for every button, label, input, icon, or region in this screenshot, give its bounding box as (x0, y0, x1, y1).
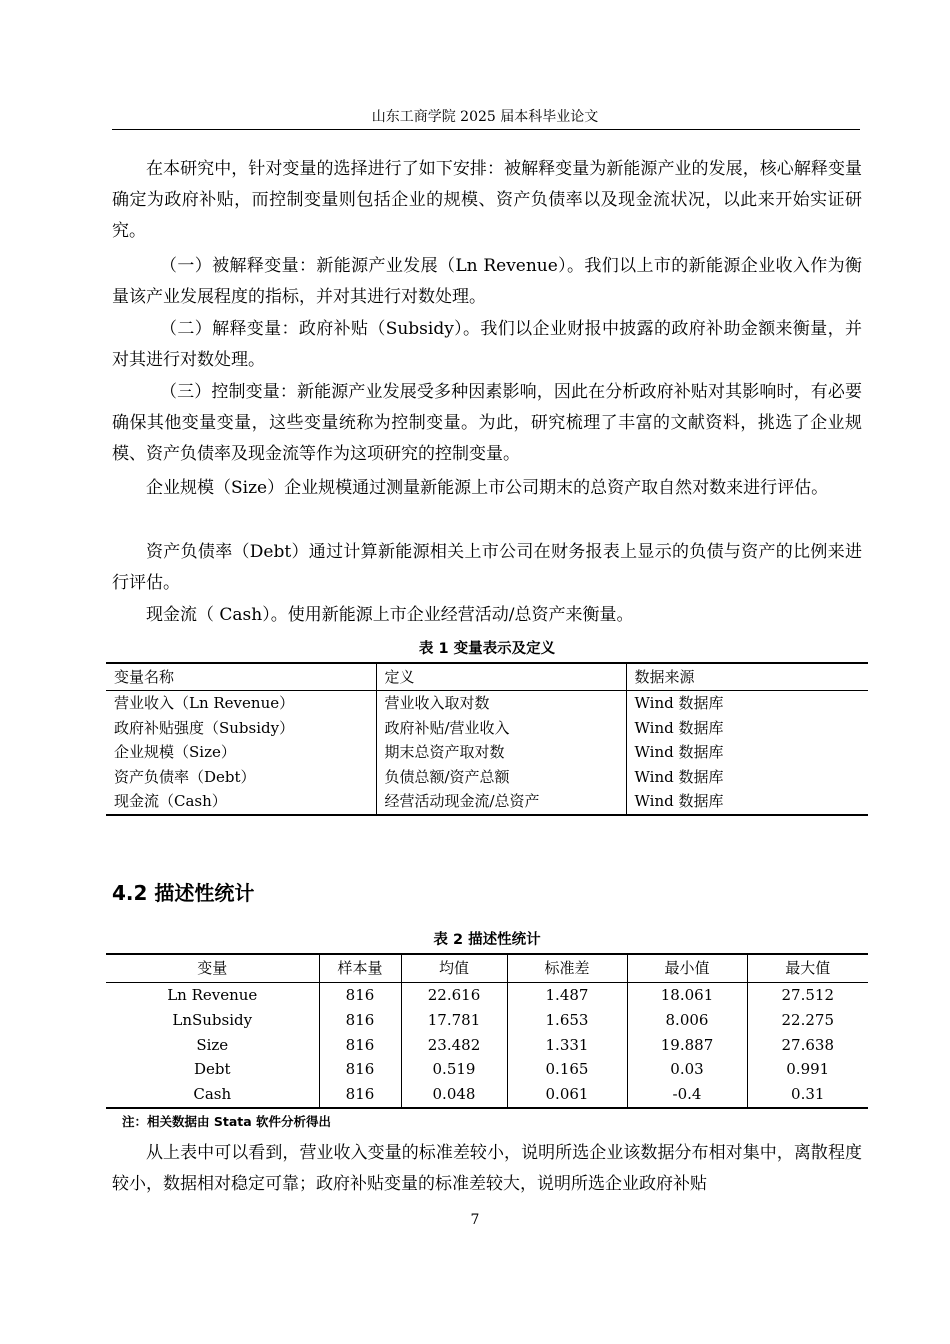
table-row (106, 691, 868, 716)
table-cell: 0.165 (507, 1057, 627, 1082)
table-cell: 17.781 (401, 1008, 507, 1033)
table-row (106, 765, 868, 790)
table-cell: 0.31 (747, 1082, 868, 1108)
section-heading: 4.2 描述性统计 (112, 881, 255, 905)
table-cell: 营业收入取对数 (376, 691, 626, 716)
table-row (106, 740, 868, 765)
table-cell: 现金流（Cash） (106, 789, 376, 815)
column-header: 最大值 (747, 954, 868, 983)
table-cell: 816 (319, 1033, 401, 1058)
table-cell: 19.887 (627, 1033, 747, 1058)
table-header-row (106, 954, 868, 983)
table-cell: Cash (106, 1082, 319, 1108)
descriptive-statistics-table (106, 953, 868, 1109)
table-cell: 27.512 (747, 983, 868, 1008)
table-cell: Wind 数据库 (626, 691, 868, 716)
table-cell: 27.638 (747, 1033, 868, 1058)
header-divider (112, 129, 860, 130)
table-cell: 0.03 (627, 1057, 747, 1082)
column-header: 数据来源 (626, 663, 868, 691)
table-cell: 0.519 (401, 1057, 507, 1082)
table-cell: 政府补贴强度（Subsidy） (114, 718, 295, 737)
column-header: 均值 (401, 954, 507, 983)
debt-paragraph: 资产负债率（Debt）通过计算新能源相关上市公司在财务报表上显示的负债与资产的比例来进行评估。 (112, 542, 862, 593)
table-row (106, 983, 868, 1008)
table-cell: 816 (319, 1057, 401, 1082)
table-cell: LnSubsidy (172, 1010, 253, 1029)
table-cell: 经营活动现金流/总资产 (376, 789, 626, 815)
table-cell: 1.487 (507, 983, 627, 1008)
table-cell: Ln Revenue (167, 986, 258, 1004)
table-cell: Wind 数据库 (626, 789, 868, 815)
table-cell: Size (196, 1035, 229, 1054)
column-header: 最小值 (627, 954, 747, 983)
table-cell: 816 (319, 1008, 401, 1033)
page-number: 7 (470, 1212, 480, 1228)
table-header-row (106, 663, 868, 691)
column-header: 变量名称 (106, 663, 376, 691)
table-cell: 期末总资产取对数 (376, 740, 626, 765)
table-cell: 8.006 (627, 1008, 747, 1033)
table-note: 注：相关数据由 Stata 软件分析得出 (122, 1114, 332, 1129)
table-cell: 22.275 (747, 1008, 868, 1033)
table-cell: 负债总额/资产总额 (376, 765, 626, 790)
table-row (106, 1057, 868, 1082)
column-header: 变量 (106, 954, 319, 983)
dependent-variable-paragraph: （一）被解释变量：新能源产业发展（Ln Revenue）。我们以上市的新能源企业收入作为衡量该产业发展程度的指标，并对其进行对数处理。 (112, 256, 862, 307)
table-cell: 22.616 (401, 983, 507, 1008)
size-paragraph: 企业规模（Size）企业规模通过测量新能源上市公司期末的总资产取自然对数来进行评估。 (146, 478, 829, 498)
table-cell: -0.4 (627, 1082, 747, 1108)
explanatory-variable-paragraph: （二）解释变量：政府补贴（Subsidy）。我们以企业财报中披露的政府补助金额来衡量，并对其进行对数处理。 (112, 319, 862, 370)
table-row (106, 716, 868, 741)
table-cell: Wind 数据库 (626, 740, 868, 765)
table-row (106, 1033, 868, 1058)
analysis-paragraph: 从上表中可以看到，营业收入变量的标准差较小，说明所选企业该数据分布相对集中，离散程度较小，数据相对稳定可靠；政府补贴变量的标准差较大，说明所选企业政府补贴 (112, 1143, 862, 1194)
table-cell: 营业收入（Ln Revenue） (114, 694, 295, 712)
table-cell: Wind 数据库 (626, 765, 868, 790)
page-header: 山东工商学院 2025 届本科毕业论文 (371, 109, 599, 125)
table-cell: 企业规模（Size） (114, 743, 236, 762)
cash-paragraph: 现金流（ Cash）。使用新能源上市企业经营活动/总资产来衡量。 (146, 605, 634, 625)
table-cell: 816 (319, 983, 401, 1008)
variable-definition-table (106, 662, 868, 816)
table-cell: 0.048 (401, 1082, 507, 1108)
table-cell: 23.482 (401, 1033, 507, 1058)
table-row (106, 789, 868, 815)
table1-caption: 表 1 变量表示及定义 (418, 641, 556, 657)
table-cell: Debt (193, 1060, 231, 1079)
table-cell: 0.991 (747, 1057, 868, 1082)
table2-caption: 表 2 描述性统计 (433, 932, 541, 948)
table-cell: 1.653 (507, 1008, 627, 1033)
column-header: 标准差 (507, 954, 627, 983)
column-header: 样本量 (319, 954, 401, 983)
table-cell: 816 (319, 1082, 401, 1108)
intro-paragraph: 在本研究中，针对变量的选择进行了如下安排：被解释变量为新能源产业的发展，核心解释变量确定为政府补贴，而控制变量则包括企业的规模、资产负债率以及现金流状况，以此来开始实证研究。 (112, 159, 862, 241)
table-cell: 1.331 (507, 1033, 627, 1058)
table-cell: 政府补贴/营业收入 (376, 716, 626, 741)
table-row (106, 1082, 868, 1108)
table-cell: 0.061 (507, 1082, 627, 1108)
table-cell: 资产负债率（Debt） (114, 767, 256, 786)
table-cell: 18.061 (627, 983, 747, 1008)
table-row (106, 1008, 868, 1033)
column-header: 定义 (376, 663, 626, 691)
control-variable-paragraph: （三）控制变量：新能源产业发展受多种因素影响，因此在分析政府补贴对其影响时，有必要确保其他变量变量，这些变量统称为控制变量。为此，研究梳理了丰富的文献资料，挑选了企业规模、资产负债率及现金流等作为这项研究的控制变量。 (112, 382, 862, 464)
table-cell: Wind 数据库 (626, 716, 868, 741)
